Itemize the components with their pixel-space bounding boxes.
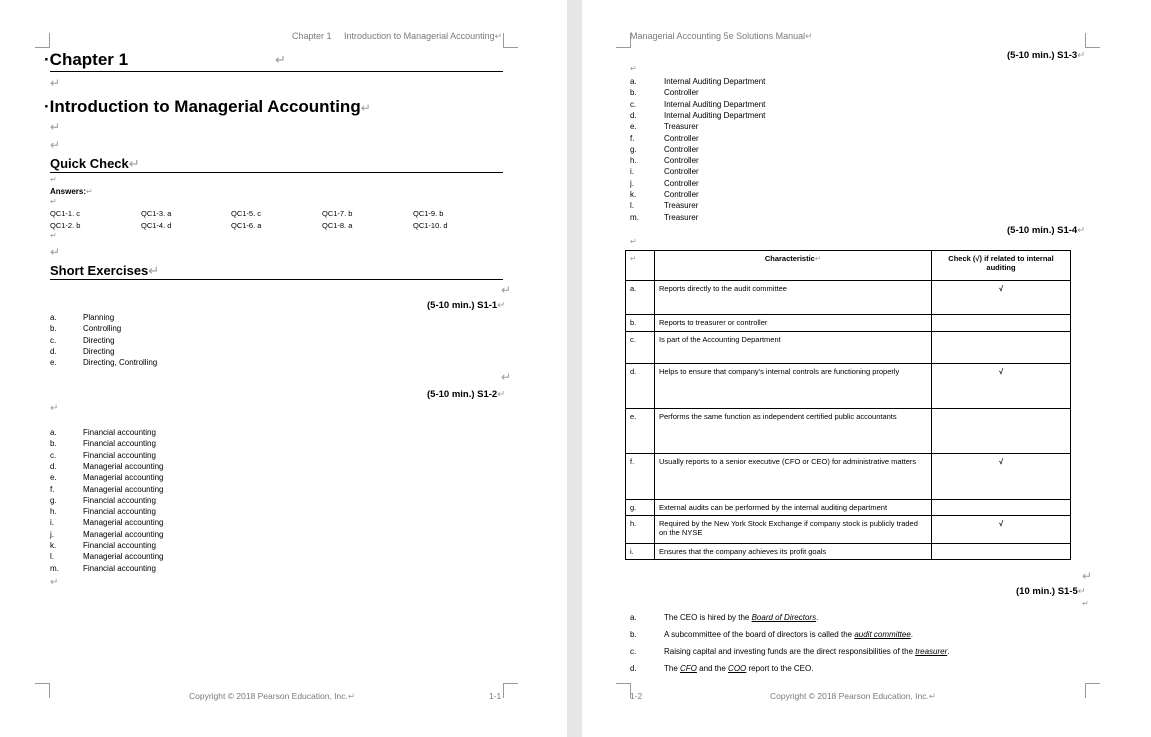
crop-mark: [1085, 683, 1100, 698]
footer-page-number: 1-1: [489, 691, 502, 701]
row-characteristic: Ensures that the company achieves its profit goals: [655, 544, 932, 560]
row-characteristic: Required by the New York Stock Exchange if company stock is publicly traded on the NYSE: [655, 516, 932, 544]
row-characteristic: Helps to ensure that company's internal controls are functioning properly: [655, 364, 932, 409]
qc-answer: QC1-7. b: [322, 209, 353, 218]
footer-copyright: Copyright © 2018 Pearson Education, Inc.↵: [770, 691, 937, 701]
s1-3-list: a. Internal Auditing Department b. Controller c. Internal Auditing Department d. Internal Auditing Department e. Treasurer f. Controller g. Controller h. Controller i. Controller j. Controller k. Controller l. Treasurer m. Treasurer: [630, 77, 766, 222]
qc-answer: QC1-1. c: [50, 209, 81, 218]
paragraph-mark: ↵: [50, 76, 61, 90]
s1-5-list: a. The CEO is hired by the Board of Directors. b. A subcommittee of the board of directors is called the audit committee. c. Raising capital and investing funds are the direct responsibilities of the treasurer. d. The CFO and the COO report to the CEO.: [630, 613, 950, 673]
quick-check-heading: Quick Check↵: [50, 156, 140, 171]
row-check: [932, 315, 1071, 332]
paragraph-mark: ↵: [50, 197, 57, 206]
table-header-row: [626, 251, 1071, 281]
table-row: [626, 409, 1071, 454]
header-title: Introduction to Managerial Accounting: [344, 31, 495, 41]
exercise-tag-s1-5: (10 min.) S1-5↵: [1016, 586, 1086, 597]
header-cell: Characteristic↵: [655, 251, 932, 281]
heading-rule: [50, 71, 503, 72]
table-row: [626, 454, 1071, 500]
paragraph-mark: ↵: [50, 231, 57, 240]
table-row: [626, 544, 1071, 560]
qc-answer: QC1-10. d: [413, 221, 448, 230]
paragraph-mark: ↵: [50, 138, 61, 152]
qc-answer: QC1-9. b: [413, 209, 444, 218]
qc-answer: QC1-2. b: [50, 221, 81, 230]
s1-2-list: a. Financial accounting b. Financial accounting c. Financial accounting d. Managerial accounting e. Managerial accounting f. Managerial accounting g. Financial accounting h. Financial accounting i. Managerial accounting j. Managerial accounting k. Financial accounting l. Managerial accounting m. Financial accounting: [50, 428, 164, 573]
row-characteristic: External audits can be performed by the internal auditing department: [655, 500, 932, 516]
running-header: Managerial Accounting 5e Solutions Manual↵: [630, 31, 813, 41]
header-cell: ↵: [626, 251, 655, 281]
row-check: √: [932, 454, 1071, 500]
footer-copyright: Copyright © 2018 Pearson Education, Inc.↵: [189, 691, 356, 701]
table-row: [626, 364, 1071, 409]
intro-heading: ·Introduction to Managerial Accounting↵: [44, 97, 371, 116]
paragraph-mark: ↵: [630, 237, 637, 246]
paragraph-mark: ↵: [50, 120, 61, 134]
answers-label: Answers:↵: [50, 187, 93, 196]
paragraph-mark: ↵: [50, 175, 57, 184]
paragraph-mark: ↵: [501, 283, 512, 297]
qc-answer: QC1-6. a: [231, 221, 262, 230]
header-cell: Check (√) if related to internal auditing: [932, 251, 1071, 281]
row-letter: h.: [626, 516, 655, 544]
qc-answer: QC1-8. a: [322, 221, 353, 230]
paragraph-mark: ↵: [501, 370, 512, 384]
footer-page-number: 1-2: [630, 691, 643, 701]
crop-mark: [616, 683, 631, 698]
row-letter: f.: [626, 454, 655, 500]
crop-mark: [503, 33, 518, 48]
row-letter: g.: [626, 500, 655, 516]
row-characteristic: Is part of the Accounting Department: [655, 332, 932, 364]
paragraph-mark: ↵: [50, 403, 59, 414]
table-row: [626, 315, 1071, 332]
row-check: [932, 332, 1071, 364]
crop-mark: [503, 683, 518, 698]
short-exercises-heading: Short Exercises↵: [50, 263, 160, 278]
heading-rule: [50, 172, 503, 173]
paragraph-mark: ↵: [50, 577, 59, 588]
row-letter: b.: [626, 315, 655, 332]
paragraph-mark: ↵: [630, 64, 637, 73]
exercise-tag-s1-1: (5-10 min.) S1-1↵: [427, 300, 506, 311]
crop-mark: [35, 33, 50, 48]
paragraph-mark: ↵: [1082, 599, 1089, 608]
qc-answer: QC1-4. d: [141, 221, 172, 230]
paragraph-mark: ↵: [1082, 569, 1093, 583]
table-row: [626, 332, 1071, 364]
internal-auditing-table: [625, 250, 1071, 560]
row-letter: c.: [626, 332, 655, 364]
document-page-left: [0, 0, 567, 737]
row-letter: i.: [626, 544, 655, 560]
row-letter: a.: [626, 281, 655, 315]
row-characteristic: Performs the same function as independent certified public accountants: [655, 409, 932, 454]
row-characteristic: Usually reports to a senior executive (CFO or CEO) for administrative matters: [655, 454, 932, 500]
row-check: √: [932, 364, 1071, 409]
crop-mark: [35, 683, 50, 698]
row-check: √: [932, 516, 1071, 544]
paragraph-mark: ↵: [275, 52, 286, 67]
document-page-right: [582, 0, 1151, 737]
exercise-tag-s1-4: (5-10 min.) S1-4↵: [1007, 225, 1086, 236]
header-chapter: Chapter 1: [292, 31, 332, 41]
heading-rule: [50, 279, 503, 280]
crop-mark: [1085, 33, 1100, 48]
row-check: √: [932, 281, 1071, 315]
table-row: [626, 281, 1071, 315]
row-check: [932, 409, 1071, 454]
s1-1-list: a. Planning b. Controlling c. Directing d. Directing e. Directing, Controlling: [50, 313, 158, 368]
row-characteristic: Reports directly to the audit committee: [655, 281, 932, 315]
qc-answer: QC1-3. a: [141, 209, 172, 218]
crop-mark: [616, 33, 631, 48]
chapter-heading: ·Chapter 1: [44, 50, 129, 69]
exercise-tag-s1-2: (5-10 min.) S1-2↵: [427, 389, 506, 400]
row-check: [932, 544, 1071, 560]
row-check: [932, 500, 1071, 516]
paragraph-mark: ↵: [50, 245, 61, 259]
table-row: [626, 516, 1071, 544]
exercise-tag-s1-3: (5-10 min.) S1-3↵: [1007, 50, 1086, 61]
running-header: Chapter 1 Introduction to Managerial Accounting↵: [292, 31, 503, 41]
row-letter: d.: [626, 364, 655, 409]
row-characteristic: Reports to treasurer or controller: [655, 315, 932, 332]
table-row: [626, 500, 1071, 516]
row-letter: e.: [626, 409, 655, 454]
qc-answer: QC1-5. c: [231, 209, 262, 218]
